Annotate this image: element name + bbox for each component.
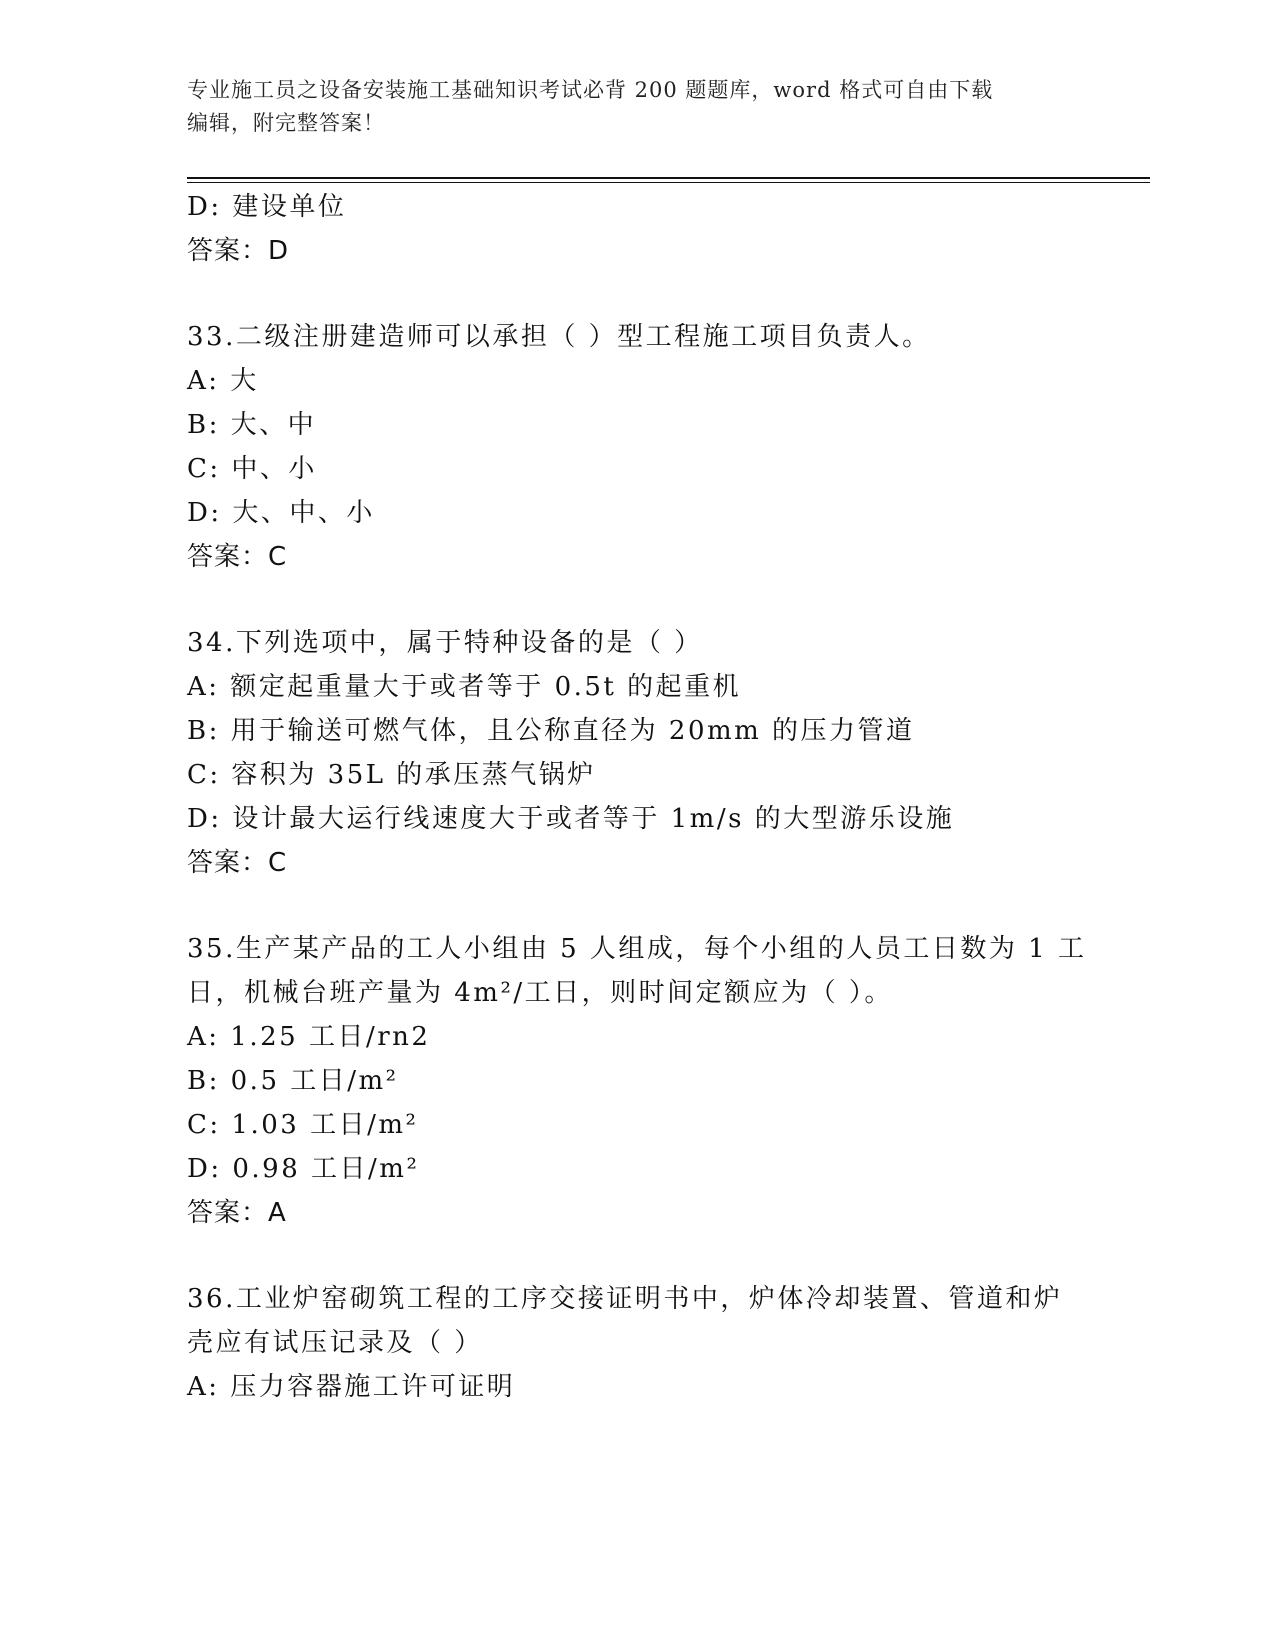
q33-option-a: A: 大: [187, 366, 259, 396]
q34-option-d: D: 设计最大运行线速度大于或者等于 1m/s 的大型游乐设施: [187, 804, 955, 834]
q34-option-b: B: 用于输送可燃气体，且公称直径为 20mm 的压力管道: [187, 716, 915, 746]
header-rule-thick: [187, 177, 1150, 179]
q33-option-b: B: 大、中: [187, 410, 317, 440]
q35-stem-line-1: 35.生产某产品的工人小组由 5 人组成，每个小组的人员工日数为 1 工: [187, 934, 1087, 964]
q35-option-b: B: 0.5 工日/m²: [187, 1066, 399, 1096]
q36-stem-line-2: 壳应有试压记录及（ ）: [187, 1328, 483, 1358]
header-line-1: 专业施工员之设备安装施工基础知识考试必背 200 题题库，word 格式可自由下载: [187, 78, 994, 102]
q35-stem-line-2: 日，机械台班产量为 4m²/工日，则时间定额应为（ ）。: [187, 978, 893, 1008]
page-header: [187, 74, 1087, 140]
q34-answer: 答案：C: [187, 848, 288, 878]
q33-answer: 答案：C: [187, 542, 288, 572]
header-line-2: 编辑，附完整答案！: [187, 111, 385, 135]
header-rule-thin: [187, 182, 1150, 183]
q35-option-a: A: 1.25 工日/rn2: [187, 1022, 431, 1052]
prev-option-d: D: 建设单位: [187, 192, 347, 222]
q35-answer: 答案：A: [187, 1198, 287, 1228]
q33-option-c: C: 中、小: [187, 454, 317, 484]
q33-stem: 33.二级注册建造师可以承担（ ）型工程施工项目负责人。: [187, 322, 931, 352]
q36-stem-line-1: 36.工业炉窑砌筑工程的工序交接证明书中，炉体冷却装置、管道和炉: [187, 1284, 1063, 1314]
q34-option-a: A: 额定起重量大于或者等于 0.5t 的起重机: [187, 672, 742, 702]
q33-option-d: D: 大、中、小: [187, 498, 375, 528]
q34-option-c: C: 容积为 35L 的承压蒸气锅炉: [187, 760, 596, 790]
q36-option-a: A: 压力容器施工许可证明: [187, 1372, 516, 1402]
q35-option-d: D: 0.98 工日/m²: [187, 1154, 420, 1184]
q35-option-c: C: 1.03 工日/m²: [187, 1110, 419, 1140]
prev-answer: 答案：D: [187, 236, 290, 266]
q34-stem: 34.下列选项中，属于特种设备的是（ ）: [187, 628, 703, 658]
